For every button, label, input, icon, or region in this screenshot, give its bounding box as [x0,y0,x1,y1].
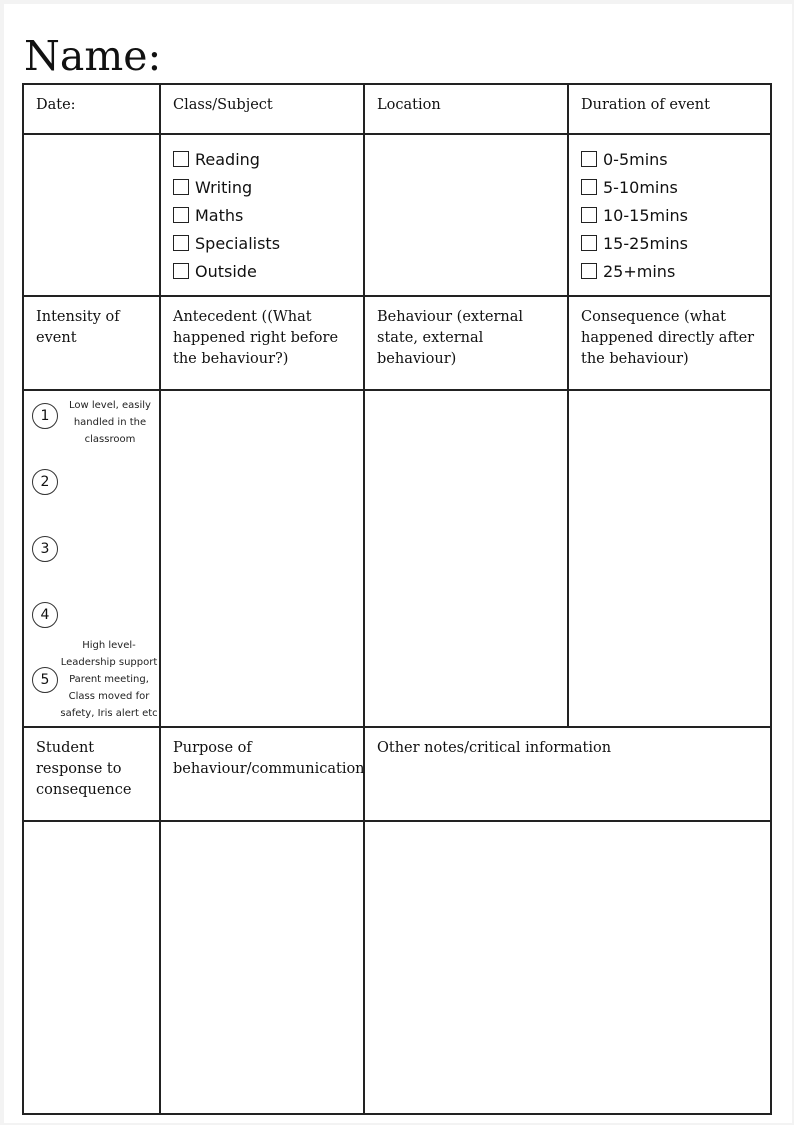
option-reading[interactable] [173,145,351,173]
option-15-25mins[interactable] [581,229,758,257]
checkbox[interactable] [173,207,189,223]
intensity-scale [23,390,160,727]
class-subject-options [160,134,364,296]
purpose-field[interactable] [160,821,364,1114]
option-label: 0-5mins [603,149,668,169]
option-label: 5-10mins [603,177,678,197]
option-label: Writing [195,177,253,197]
duration-options [568,134,771,296]
option-label: Reading [195,149,260,169]
header-row-2 [23,296,771,390]
intensity-level-3[interactable]: 3 [32,536,58,562]
option-label: Maths [195,205,244,225]
date-header: Date: [23,84,160,134]
consequence-header: Consequence (what happened directly after the behaviour) [568,296,771,390]
checkbox[interactable] [173,179,189,195]
behaviour-header: Behaviour (external state, external behaviour) [364,296,568,390]
input-row-2 [23,390,771,727]
purpose-header: Purpose of behaviour/communication [160,727,364,821]
behaviour-field[interactable] [364,390,568,727]
date-field[interactable] [23,134,160,296]
low-level-note: Low level, easily handled in the classroom [69,400,151,445]
intensity-level-5[interactable]: 5 [32,667,58,693]
checkbox[interactable] [581,179,597,195]
checkbox[interactable] [581,151,597,167]
intensity-level-4[interactable]: 4 [32,602,58,628]
antecedent-header: Antecedent ((What happened right before the behaviour?) [160,296,364,390]
option-writing[interactable] [173,173,351,201]
form-page [4,4,792,1123]
intensity-level-2[interactable]: 2 [32,469,58,495]
checkbox[interactable] [173,235,189,251]
header-row-1 [23,84,771,134]
location-header: Location [364,84,568,134]
student-response-field[interactable] [23,821,160,1114]
student-response-header: Student response to consequence [23,727,160,821]
checkbox[interactable] [173,151,189,167]
option-5-10mins[interactable] [581,173,758,201]
input-row-1 [23,134,771,296]
checkbox[interactable] [581,263,597,279]
checkbox[interactable] [581,235,597,251]
option-specialists[interactable] [173,229,351,257]
behaviour-form-table [22,83,772,1115]
header-row-3 [23,727,771,821]
option-outside[interactable] [173,257,351,285]
option-25plus-mins[interactable] [581,257,758,285]
location-field[interactable] [364,134,568,296]
antecedent-field[interactable] [160,390,364,727]
checkbox[interactable] [173,263,189,279]
option-10-15mins[interactable] [581,201,758,229]
option-label: 10-15mins [603,205,688,225]
option-label: Outside [195,261,257,281]
option-0-5mins[interactable] [581,145,758,173]
intensity-level-1[interactable]: 1 [32,403,58,429]
option-maths[interactable] [173,201,351,229]
other-notes-field[interactable] [364,821,771,1114]
option-label: 25+mins [603,261,676,281]
option-label: 15-25mins [603,233,688,253]
other-notes-header: Other notes/critical information [364,727,771,821]
class-subject-header: Class/Subject [160,84,364,134]
high-level-note: High level- Leadership support Parent meeting, Class moved for safety, Iris alert etc [60,640,158,719]
duration-header: Duration of event [568,84,771,134]
name-heading: Name: [24,32,162,80]
checkbox[interactable] [581,207,597,223]
option-label: Specialists [195,233,281,253]
input-row-3 [23,821,771,1114]
intensity-header: Intensity of event [23,296,160,390]
consequence-field[interactable] [568,390,771,727]
